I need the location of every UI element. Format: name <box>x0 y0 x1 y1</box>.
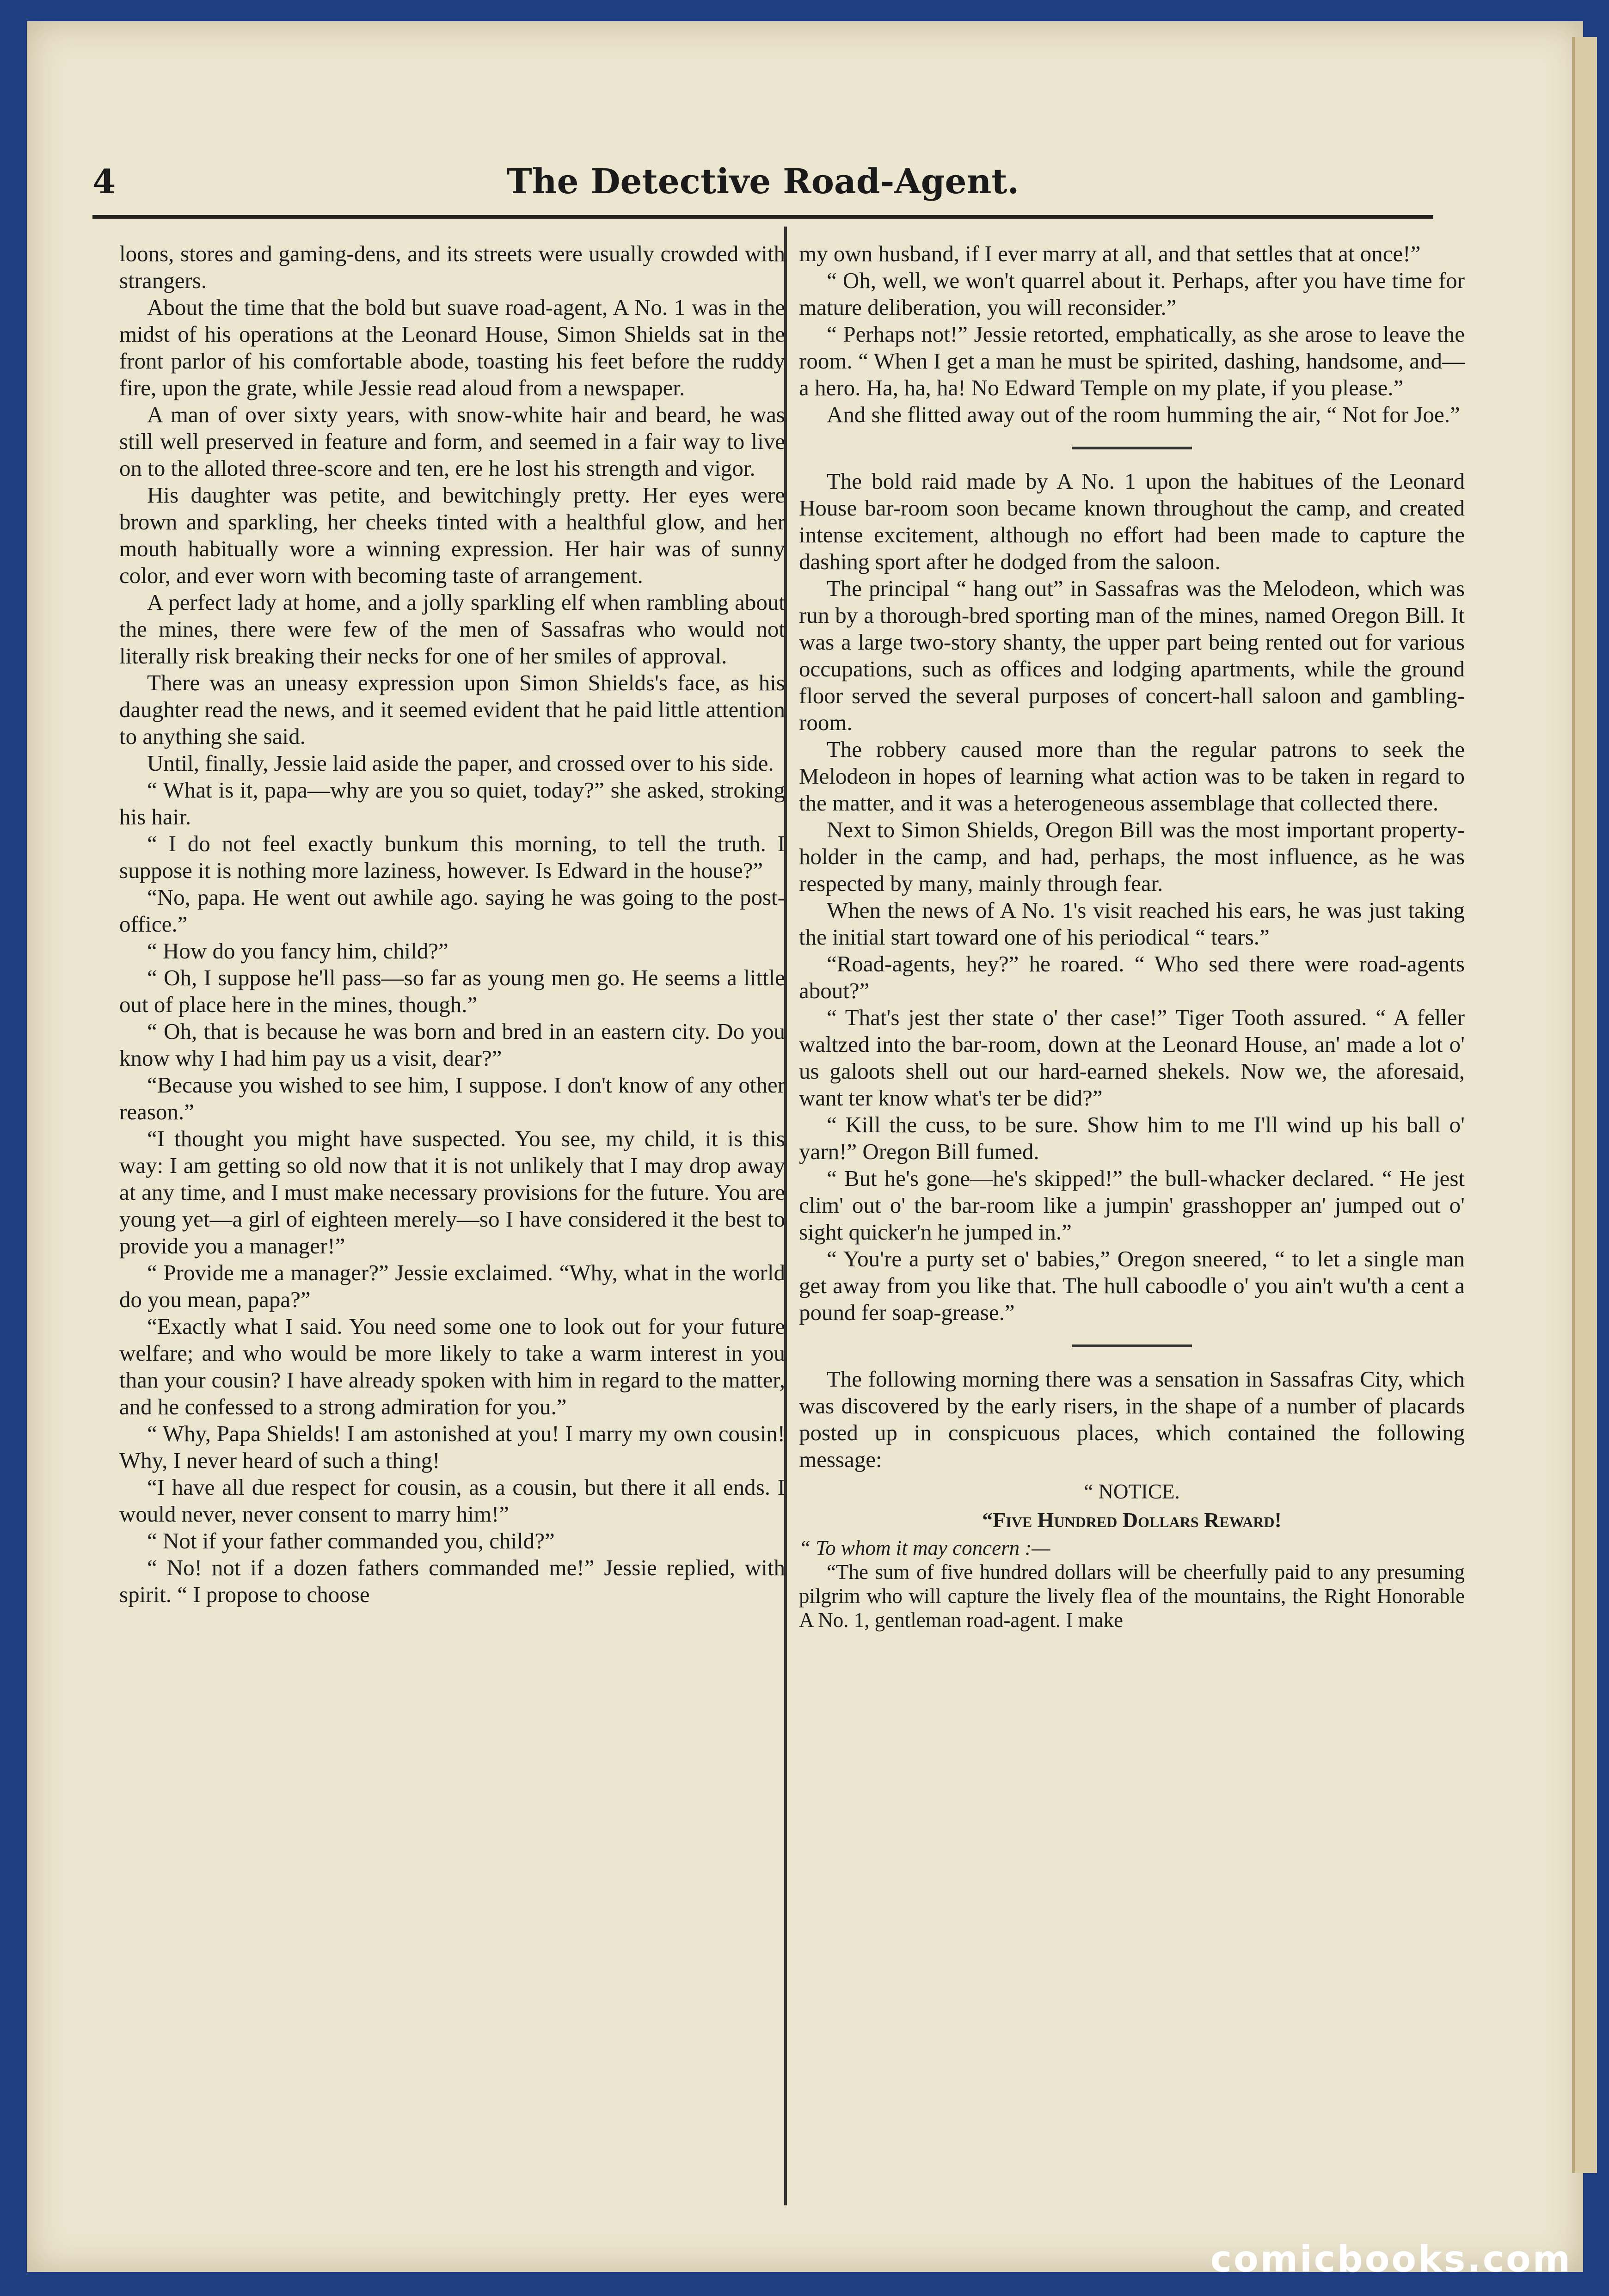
notice-title: “ NOTICE. <box>1084 1480 1180 1503</box>
page-edge <box>1572 37 1597 2173</box>
paragraph: “ Oh, well, we won't quarrel about it. Perhaps, after you have time for mature deliberation, you will reconsider.” <box>799 268 1465 320</box>
paragraph: my own husband, if I ever marry at all, and that settles that at once!” <box>799 241 1421 266</box>
right-section-dialogue <box>799 240 1465 428</box>
notice <box>799 1480 1465 1632</box>
paragraph: The robbery caused more than the regular patrons to seek the Melodeon in hopes of learning what action was to be taken in regard to the matter, and it was a heterogeneous assemblage that collected there. <box>799 737 1465 816</box>
paragraph: “ That's jest ther state o' ther case!” Tiger Tooth assured. “ A feller waltzed into the bar-room, down at the Leonard House, an' made a lot o' us galoots shell out our hard-earned shekels. Now we, the aforesaid, want ter know what's ter be did?” <box>799 1005 1465 1111</box>
paragraph: “Road-agents, hey?” he roared. “ Who sed there were road-agents about?” <box>799 951 1465 1003</box>
paragraph: Next to Simon Shields, Oregon Bill was the most important property-holder in the camp, and had, perhaps, the most influence, as he was respected by many, mainly through fear. <box>799 817 1465 896</box>
paragraph: “ But he's gone—he's skipped!” the bull-whacker declared. “ He jest clim' out o' the bar-room like a jumpin' grasshopper an' jumped out o' sight quicker'n he jumped in.” <box>799 1166 1465 1245</box>
paragraph: About the time that the bold but suave road-agent, A No. 1 was in the midst of his operations at the Leonard House, Simon Shields sat in the front parlor of his comfortable abode, toasting his feet before the ruddy fire, upon the grate, while Jessie read aloud from a newspaper. <box>119 295 785 400</box>
watermark: comicbooks.com <box>1210 2239 1572 2280</box>
paragraph: “ Oh, I suppose he'll pass—so far as young men go. He seems a little out of place here in the mines, though.” <box>119 965 785 1017</box>
paragraph: “Because you wished to see him, I suppose. I don't know of any other reason.” <box>119 1072 785 1124</box>
page-number: 4 <box>92 162 116 201</box>
paragraph: “I have all due respect for cousin, as a cousin, but there it all ends. I would never, never consent to marry him!” <box>119 1474 785 1527</box>
paragraph: The bold raid made by A No. 1 upon the habitues of the Leonard House bar-room soon became known throughout the camp, and created intense excitement, although no effort had been made to capture the dashing sport after he dodged from the saloon. <box>799 468 1465 574</box>
paragraph: “ Kill the cuss, to be sure. Show him to me I'll wind up his ball o' yarn!” Oregon Bill fumed. <box>799 1112 1465 1164</box>
page-header <box>92 153 1433 222</box>
notice-body: “The sum of five hundred dollars will be cheerfully paid to any presuming pilgrim who will capture the lively flea of the mountains, the Right Honorable A No. 1, gentleman road-agent. I make <box>799 1560 1465 1632</box>
paragraph: “ Provide me a manager?” Jessie exclaimed. “Why, what in the world do you mean, papa?” <box>119 1260 785 1312</box>
paragraph: The principal “ hang out” in Sassafras was the Melodeon, which was run by a thorough-bred sporting man of the mines, named Oregon Bill. It was a large two-story shanty, the upper part being rented out for various occupations, such as offices and lodging apartments, while the ground floor served the several purposes of concert-hall saloon and gambling-room. <box>799 576 1465 735</box>
paragraph: “ What is it, papa—why are you so quiet, today?” she asked, stroking his hair. <box>119 777 785 829</box>
paragraph: The following morning there was a sensation in Sassafras City, which was discovered by the early risers, in the shape of a number of placards posted up in conspicuous places, which contained the following message: <box>799 1366 1465 1472</box>
paragraph: “ How do you fancy him, child?” <box>147 938 448 964</box>
section-break-rule <box>1072 447 1192 449</box>
right-section-melodeon <box>799 468 1465 1326</box>
paragraph: And she flitted away out of the room humming the air, “ Not for Joe.” <box>827 402 1460 427</box>
paragraph: When the news of A No. 1's visit reached his ears, he was just taking the initial start toward one of his periodical “ tears.” <box>799 897 1465 950</box>
header-rule <box>92 215 1433 219</box>
paragraph: “ You're a purty set o' babies,” Oregon sneered, “ to let a single man get away from you like that. The hull caboodle o' you ain't wu'th a cent a pound fer soap-grease.” <box>799 1246 1465 1325</box>
paragraph: “ I do not feel exactly bunkum this morning, to tell the truth. I suppose it is nothing more laziness, however. Is Edward in the house?” <box>119 831 785 883</box>
running-title: The Detective Road-Agent. <box>506 162 1019 202</box>
paragraph: loons, stores and gaming-dens, and its streets were usually crowded with strangers. <box>119 241 785 293</box>
notice-salutation: “ To whom it may concern :— <box>799 1536 1050 1559</box>
left-column <box>119 240 785 1608</box>
right-section-notice-intro <box>799 1366 1465 1473</box>
paragraph: “Exactly what I said. You need some one to look out for your future welfare; and who would be more likely to take a warm interest in you than your cousin? I have already spoken with him in regard to the matter, and he confessed to a strong admiration for you.” <box>119 1314 785 1419</box>
paragraph: “ Oh, that is because he was born and bred in an eastern city. Do you know why I had him pay us a visit, dear?” <box>119 1019 785 1071</box>
paragraph: His daughter was petite, and bewitchingly pretty. Her eyes were brown and sparkling, her cheeks tinted with a healthful glow, and her mouth habitually wore a winning expression. Her hair was of sunny color, and ever worn with becoming taste of arrangement. <box>119 482 785 588</box>
notice-heading: “Five Hundred Dollars Reward! <box>982 1508 1282 1532</box>
paragraph: There was an uneasy expression upon Simon Shields's face, as his daughter read the news, and it seemed evident that he paid little attention to anything she said. <box>119 670 785 749</box>
paragraph: “ Why, Papa Shields! I am astonished at you! I marry my own cousin! Why, I never heard of such a thing! <box>119 1421 785 1473</box>
paragraph: “I thought you might have suspected. You see, my child, it is this way: I am getting so old now that it is not unlikely that I may drop away at any time, and I must make necessary provisions for the future. You are young yet—a girl of eighteen merely—so I have considered it the best to provide you a manager!” <box>119 1126 785 1259</box>
paragraph: “ No! not if a dozen fathers commanded me!” Jessie replied, with spirit. “ I propose to choose <box>119 1555 785 1607</box>
right-column <box>799 240 1465 1632</box>
paragraph: A perfect lady at home, and a jolly sparkling elf when rambling about the mines, there were few of the men of Sassafras who would not literally risk breaking their necks for one of her smiles of approval. <box>119 589 785 669</box>
paragraph: A man of over sixty years, with snow-white hair and beard, he was still well preserved in feature and form, and seemed in a fair way to live on to the alloted three-score and ten, ere he lost his strength and vigor. <box>119 402 785 481</box>
paragraph: Until, finally, Jessie laid aside the paper, and crossed over to his side. <box>147 750 774 776</box>
paragraph: “ Not if your father commanded you, child?” <box>147 1528 555 1553</box>
paragraph: “ Perhaps not!” Jessie retorted, emphatically, as she arose to leave the room. “ When I get a man he must be spirited, dashing, handsome, and—a hero. Ha, ha, ha! No Edward Temple on my plate, if you please.” <box>799 321 1465 400</box>
section-break-rule <box>1072 1344 1192 1347</box>
paragraph: “No, papa. He went out awhile ago. saying he was going to the post-office.” <box>119 884 785 937</box>
